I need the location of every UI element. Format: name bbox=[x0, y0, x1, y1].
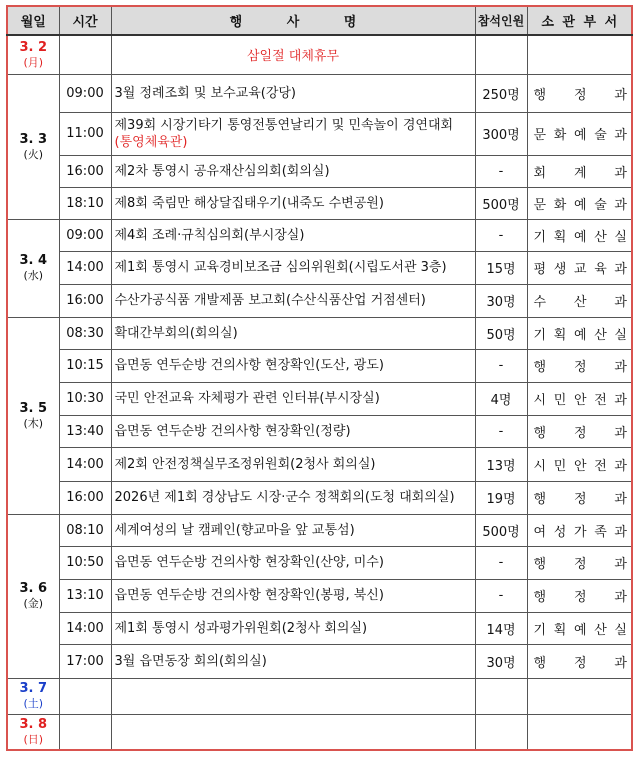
dept-cell bbox=[527, 219, 632, 251]
event-row bbox=[7, 447, 632, 481]
event-title: 제1회 통영시 교육경비보조금 심의위원회(시립도서관 3층) bbox=[114, 260, 447, 275]
event-row bbox=[7, 382, 632, 415]
schedule-table bbox=[6, 5, 633, 751]
dept-label: 문 화 예 술 과 bbox=[533, 128, 627, 143]
weekday-label: (土) bbox=[23, 697, 44, 710]
dept-label: 기 획 예 산 실 bbox=[533, 229, 627, 245]
event-cell bbox=[111, 415, 475, 447]
header-event-label: 행 사 명 bbox=[229, 15, 357, 30]
event-cell bbox=[111, 579, 475, 612]
event-title: 제2회 안전정책실무조정위원회(2청사 회의실) bbox=[114, 456, 376, 472]
dept-cell bbox=[527, 382, 632, 415]
event-cell bbox=[111, 447, 475, 481]
event-title: 제1회 통영시 성과평가위원회(2청사 회의실) bbox=[114, 620, 368, 636]
weekday-label: (月) bbox=[23, 55, 44, 69]
dept-cell bbox=[527, 481, 632, 514]
time-cell: 10:15 bbox=[59, 349, 111, 382]
date-label: 3. 6 bbox=[19, 581, 48, 596]
time-cell: 14:00 bbox=[59, 447, 111, 481]
event-row bbox=[7, 219, 632, 251]
dept-cell bbox=[527, 579, 632, 612]
dept-label: 평 생 교 육 과 bbox=[533, 262, 627, 277]
event-cell bbox=[111, 546, 475, 579]
count-cell: 13명 bbox=[475, 447, 527, 481]
dept-label: 행 정 과 bbox=[533, 590, 627, 605]
count-cell: 30명 bbox=[475, 284, 527, 317]
dept-cell bbox=[527, 546, 632, 579]
time-cell: 16:00 bbox=[59, 481, 111, 514]
dept-label: 회 계 과 bbox=[533, 165, 627, 181]
date-cell bbox=[7, 678, 59, 714]
event-title: 국민 안전교육 자체평가 관련 인터뷰(부시장실) bbox=[114, 391, 380, 406]
event-cell bbox=[111, 74, 475, 112]
event-cell bbox=[111, 317, 475, 349]
dept-cell bbox=[527, 74, 632, 112]
event-cell bbox=[111, 644, 475, 678]
time-cell: 17:00 bbox=[59, 644, 111, 678]
date-cell bbox=[7, 35, 59, 74]
count-cell: - bbox=[475, 155, 527, 187]
dept-label: 여 성 가 족 과 bbox=[533, 524, 627, 540]
event-cell bbox=[111, 714, 475, 750]
date-cell bbox=[7, 74, 59, 219]
event-cell bbox=[111, 251, 475, 284]
event-title: 제2차 통영시 공유재산심의회(회의실) bbox=[114, 163, 330, 179]
time-cell: 16:00 bbox=[59, 284, 111, 317]
day-row bbox=[7, 678, 632, 714]
holiday-cell: 삼일절 대체휴무 bbox=[111, 35, 475, 74]
dept-label: 행 정 과 bbox=[533, 360, 627, 375]
day-row bbox=[7, 714, 632, 750]
dept-label: 시 민 안 전 과 bbox=[533, 393, 627, 408]
header-row bbox=[7, 6, 632, 35]
event-cell bbox=[111, 219, 475, 251]
date-label: 3. 5 bbox=[19, 400, 48, 416]
event-title: 확대간부회의(회의실) bbox=[114, 325, 238, 341]
count-cell: 500명 bbox=[475, 187, 527, 219]
date-cell bbox=[7, 317, 59, 514]
dept-cell bbox=[527, 678, 632, 714]
header-dept bbox=[527, 6, 632, 35]
event-title: 읍면동 연두순방 건의사항 현장확인(봉평, 북신) bbox=[114, 588, 384, 603]
time-cell: 09:00 bbox=[59, 219, 111, 251]
weekday-label: (日) bbox=[23, 732, 44, 746]
event-row bbox=[7, 481, 632, 514]
count-cell: - bbox=[475, 579, 527, 612]
event-row bbox=[7, 317, 632, 349]
header-event bbox=[111, 6, 475, 35]
event-row bbox=[7, 112, 632, 155]
dept-cell bbox=[527, 317, 632, 349]
time-cell bbox=[59, 714, 111, 750]
count-cell: 15명 bbox=[475, 251, 527, 284]
event-row bbox=[7, 415, 632, 447]
count-cell bbox=[475, 35, 527, 74]
dept-cell bbox=[527, 155, 632, 187]
weekday-label: (水) bbox=[23, 269, 44, 282]
event-row bbox=[7, 612, 632, 644]
event-cell bbox=[111, 155, 475, 187]
dept-label: 행 정 과 bbox=[533, 557, 627, 572]
dept-cell bbox=[527, 187, 632, 219]
count-cell: 30명 bbox=[475, 644, 527, 678]
event-row bbox=[7, 514, 632, 546]
event-row bbox=[7, 251, 632, 284]
event-cell bbox=[111, 382, 475, 415]
dept-cell bbox=[527, 514, 632, 546]
event-row bbox=[7, 579, 632, 612]
dept-label: 시 민 안 전 과 bbox=[533, 458, 627, 474]
dept-cell bbox=[527, 612, 632, 644]
dept-cell bbox=[527, 447, 632, 481]
header-date: 월일 bbox=[7, 6, 59, 35]
time-cell: 10:50 bbox=[59, 546, 111, 579]
event-note: (통영체육관) bbox=[114, 134, 188, 150]
event-row bbox=[7, 644, 632, 678]
header-count: 참석인원 bbox=[475, 6, 527, 35]
event-row bbox=[7, 187, 632, 219]
count-cell: - bbox=[475, 415, 527, 447]
date-cell bbox=[7, 714, 59, 750]
event-title: 2026년 제1회 경상남도 시장·군수 정책회의(도청 대회의실) bbox=[114, 490, 455, 505]
event-row bbox=[7, 155, 632, 187]
header-dept-label: 소 관 부 서 bbox=[541, 15, 618, 30]
count-cell: 19명 bbox=[475, 481, 527, 514]
weekday-label: (金) bbox=[23, 597, 44, 610]
time-cell: 08:10 bbox=[59, 514, 111, 546]
dept-label: 기 획 예 산 실 bbox=[533, 327, 627, 343]
date-cell bbox=[7, 514, 59, 678]
date-label: 3. 4 bbox=[19, 253, 48, 268]
time-cell: 13:10 bbox=[59, 579, 111, 612]
event-cell bbox=[111, 187, 475, 219]
dept-label: 행 정 과 bbox=[533, 425, 627, 441]
event-title: 3월 읍면동장 회의(회의실) bbox=[114, 653, 267, 669]
dept-label: 행 정 과 bbox=[533, 87, 627, 103]
dept-label: 행 정 과 bbox=[533, 655, 627, 671]
event-row bbox=[7, 349, 632, 382]
time-cell: 16:00 bbox=[59, 155, 111, 187]
count-cell: - bbox=[475, 219, 527, 251]
dept-label: 수 산 과 bbox=[533, 295, 627, 310]
count-cell: 4명 bbox=[475, 382, 527, 415]
event-title: 3월 정례조회 및 보수교육(강당) bbox=[114, 85, 297, 101]
dept-label: 행 정 과 bbox=[533, 492, 627, 507]
count-cell: 500명 bbox=[475, 514, 527, 546]
dept-label: 문 화 예 술 과 bbox=[533, 197, 627, 213]
event-title: 수산가공식품 개발제품 보고회(수산식품산업 거점센터) bbox=[114, 293, 426, 308]
time-cell bbox=[59, 678, 111, 714]
event-cell bbox=[111, 514, 475, 546]
time-cell bbox=[59, 35, 111, 74]
count-cell: 14명 bbox=[475, 612, 527, 644]
date-label: 3. 8 bbox=[19, 716, 48, 732]
count-cell bbox=[475, 714, 527, 750]
time-cell: 13:40 bbox=[59, 415, 111, 447]
count-cell: 300명 bbox=[475, 112, 527, 155]
count-cell: 50명 bbox=[475, 317, 527, 349]
dept-cell bbox=[527, 349, 632, 382]
event-cell bbox=[111, 112, 475, 155]
time-cell: 09:00 bbox=[59, 74, 111, 112]
time-cell: 18:10 bbox=[59, 187, 111, 219]
weekday-label: (木) bbox=[23, 416, 44, 430]
dept-cell bbox=[527, 644, 632, 678]
event-cell bbox=[111, 349, 475, 382]
date-cell bbox=[7, 219, 59, 317]
dept-cell bbox=[527, 714, 632, 750]
event-title: 읍면동 연두순방 건의사항 현장확인(도산, 광도) bbox=[114, 358, 384, 373]
time-cell: 11:00 bbox=[59, 112, 111, 155]
dept-cell bbox=[527, 251, 632, 284]
event-title: 제39회 시장기타기 통영전통연날리기 및 민속놀이 경연대회 bbox=[114, 117, 454, 133]
event-cell bbox=[111, 481, 475, 514]
event-title: 읍면동 연두순방 건의사항 현장확인(산양, 미수) bbox=[114, 555, 384, 570]
event-row bbox=[7, 74, 632, 112]
event-cell bbox=[111, 612, 475, 644]
dept-cell bbox=[527, 112, 632, 155]
event-cell bbox=[111, 284, 475, 317]
dept-label: 기 획 예 산 실 bbox=[533, 622, 627, 638]
schedule-body bbox=[7, 35, 632, 750]
event-title: 제4회 조례·규칙심의회(부시장실) bbox=[114, 227, 305, 243]
count-cell: - bbox=[475, 546, 527, 579]
time-cell: 08:30 bbox=[59, 317, 111, 349]
count-cell: - bbox=[475, 349, 527, 382]
header-time: 시간 bbox=[59, 6, 111, 35]
count-cell: 250명 bbox=[475, 74, 527, 112]
dept-cell bbox=[527, 284, 632, 317]
event-title: 읍면동 연두순방 건의사항 현장확인(정량) bbox=[114, 423, 351, 439]
event-cell bbox=[111, 678, 475, 714]
weekday-label: (火) bbox=[23, 147, 44, 161]
event-title: 세계여성의 날 캠페인(향교마을 앞 교통섬) bbox=[114, 522, 355, 538]
event-row bbox=[7, 546, 632, 579]
dept-cell bbox=[527, 415, 632, 447]
day-row bbox=[7, 35, 632, 74]
time-cell: 10:30 bbox=[59, 382, 111, 415]
dept-cell bbox=[527, 35, 632, 74]
date-label: 3. 7 bbox=[19, 681, 48, 696]
count-cell bbox=[475, 678, 527, 714]
time-cell: 14:00 bbox=[59, 251, 111, 284]
event-row bbox=[7, 284, 632, 317]
date-label: 3. 3 bbox=[19, 131, 48, 147]
event-title: 제8회 죽림만 해상달집태우기(내죽도 수변공원) bbox=[114, 195, 384, 211]
date-label: 3. 2 bbox=[19, 39, 48, 55]
time-cell: 14:00 bbox=[59, 612, 111, 644]
